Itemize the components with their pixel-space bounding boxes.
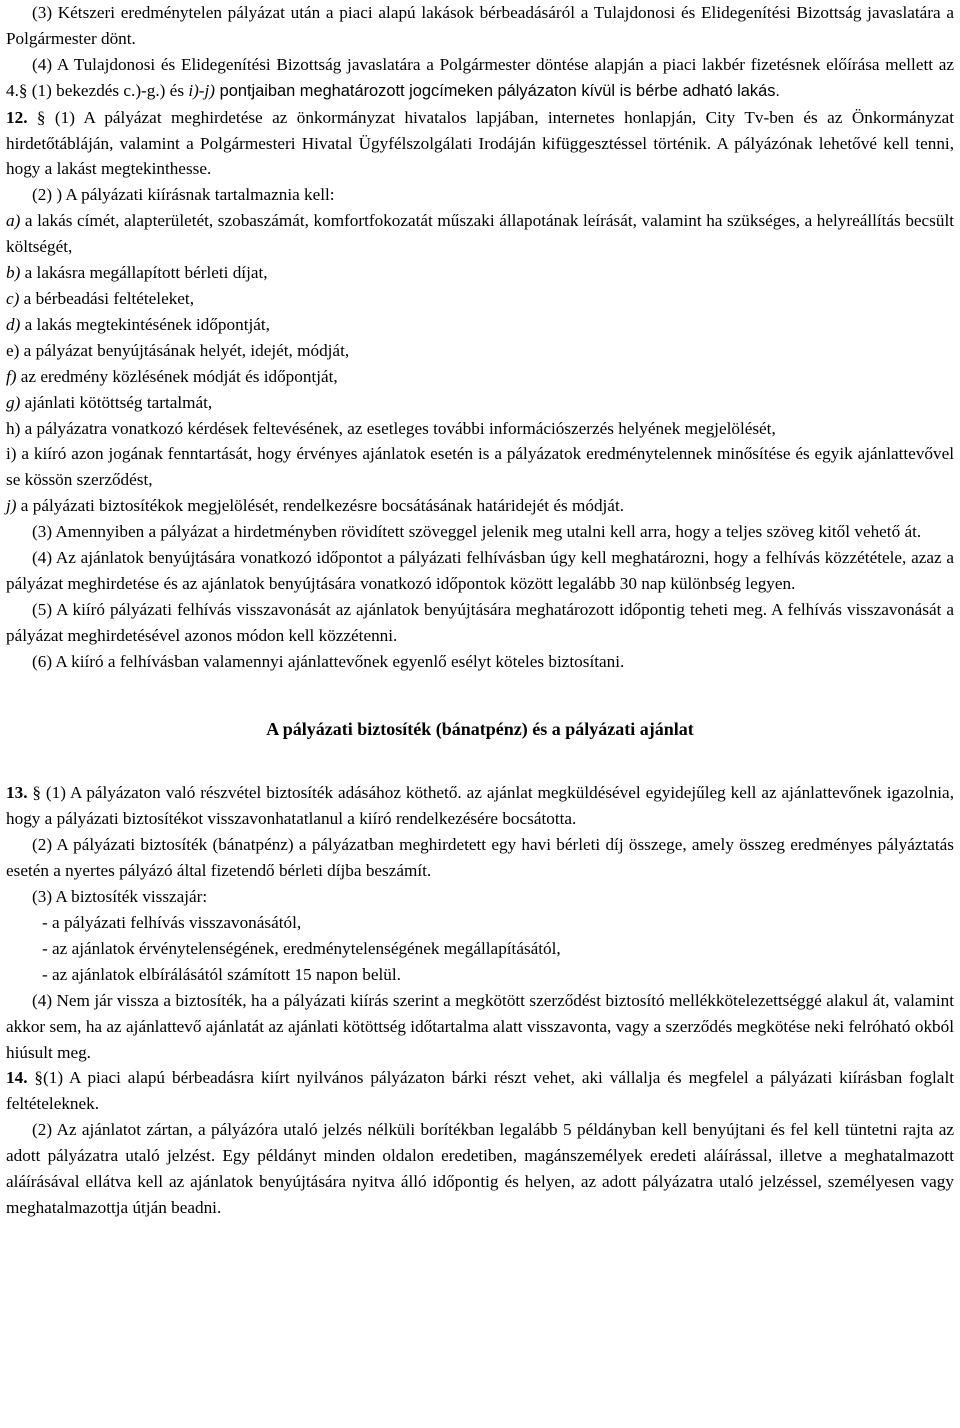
section-12-item-list [6,208,954,519]
list-item-marker: f) [6,366,17,386]
list-item [6,208,954,260]
list-item-marker: i) [6,444,17,464]
paragraph-s11-4 [6,52,954,105]
section-12-paragraph-5: (5) A kiíró pályázati felhívás visszavonását az ajánlatok benyújtására meghatározott időpontig teheti meg. A felhívás visszavonását a pályázat meghirdetésével azonos módon kell közzétenni. [6,599,954,645]
section-12-paragraph-4: (4) Az ajánlatok benyújtására vonatkozó időpontot a pályázati felhívásban úgy kell meghatározni, hogy a felhívás közzététele, azaz a pályázat meghirdetése és az ajánlatok benyújtására vonatkozó időpontok között legalább 30 nap különbség legyen. [6,548,954,593]
list-item [6,286,954,312]
list-item [6,260,954,286]
list-item-text: a pályázati biztosítékok megjelölését, rendelkezésre bocsátásának határidejét és módját. [16,496,625,516]
section-13-p1-text: § (1) A pályázaton való részvétel biztosíték adásához köthető. az ajánlat megküldésével egyidejűleg kell az ajánlattevőnek igazolnia, hogy a pályázati biztosítékot visszavonhatatlanul a kiíró rendelkezésére bocsátotta. [6,783,954,829]
list-item [6,312,954,338]
list-item [6,416,954,442]
section-12-paragraph-2: (2) ) A pályázati kiírásnak tartalmaznia kell: [32,185,335,205]
list-item-text: a bérbeadási feltételeket, [19,288,194,308]
list-item-text: a pályázatra vonatkozó kérdések feltevésének, az esetleges további információszerzés helyének megjelölését, [20,418,776,438]
section-13-paragraph-4: (4) Nem jár vissza a biztosíték, ha a pályázati kiírás szerint a megkötött szerződést biztosító mellékkötelezettséggé alakul át, valamint akkor sem, ha az ajánlattevő ajánlatát az ajánlati kötöttség időtartalma alatt visszavonta, vagy a szerződés megkötése neki felróható okból hiúsult meg. [6,990,954,1062]
section-13-paragraph-1 [6,780,954,832]
list-item-marker: a) [6,211,21,231]
list-item-marker: e) [6,340,20,360]
list-item-marker: d) [6,314,21,334]
section-12-p1-text: § (1) A pályázat meghirdetése az önkormányzat hivatalos lapjában, internetes honlapján, City Tv-ben és az Önkormányzat hirdetőtábláján, valamint a Polgármesteri Hivatal Ügyfélszolgálati Irodáján kifüggesztéssel történik. A pályázónak lehetővé kell tenni, hogy a lakást megtekinthesse. [6,107,954,179]
list-item-marker: b) [6,263,21,283]
list-item-text: a kiíró azon jogának fenntartását, hogy érvényes ajánlatok esetén is a pályázatok eredménytelennek minősítése és egyik ajánlattevővel se kössön szerződést, [6,444,954,490]
list-item-marker: h) [6,418,21,438]
section-13-paragraph-2: (2) A pályázati biztosíték (bánatpénz) a pályázatban meghirdetett egy havi bérleti díj összege, amely összeg eredményes pályáztatás esetén a nyertes pályázó által fizetendő bérleti díjba beszámít. [6,835,954,881]
section-13-paragraph-3: (3) A biztosíték visszajár: [32,887,208,907]
list-item [6,493,954,519]
spacer [6,742,954,780]
list-item-marker: c) [6,288,20,308]
list-item-text: ajánlati kötöttség tartalmát, [20,392,213,412]
list-item-text: a lakás megtekintésének időpontját, [20,314,270,334]
section-12-paragraph-3: (3) Amennyiben a pályázat a hirdetményben rövidített szöveggel jelenik meg utalni kell arra, hogy a teljes szöveg kitől vehető át. [32,522,922,542]
list-item-text: a lakásra megállapított bérleti díjat, [20,263,268,283]
dash-list-item: - az ajánlatok elbírálásától számított 15 napon belül. [42,964,401,984]
section-12-paragraph-6: (6) A kiíró a felhívásban valamennyi ajánlattevőnek egyenlő esélyt köteles biztosítani. [32,651,625,671]
section-heading: A pályázati biztosíték (bánatpénz) és a pályázati ajánlat [266,718,694,739]
list-item-marker: g) [6,392,21,412]
list-item [6,364,954,390]
spacer [6,675,954,717]
section-13-dash-list [6,910,954,988]
dash-list-item: - a pályázati felhívás visszavonásától, [42,913,302,932]
section-12-paragraph-1 [6,105,954,183]
paragraph-s11-4-text-b: pontjaiban meghatározott jogcímeken pályázaton kívül is bérbe adható lakás. [215,81,780,100]
list-item [6,390,954,416]
section-14-paragraph-1 [6,1065,954,1117]
list-item [6,338,954,364]
section-12-number: 12. [6,107,28,127]
paragraph-s11-3: (3) Kétszeri eredménytelen pályázat után a piaci alapú lakások bérbeadásáról a Tulajdonosi és Elidegenítési Bizottság javaslatára a Polgármester dönt. [6,3,954,48]
list-item [6,441,954,493]
list-item-marker: j) [6,496,17,516]
paragraph-s11-4-text-a: (4) A Tulajdonosi és Elidegenítési Bizottság javaslatára a Polgármester döntése alapján a piaci lakbér fizetésnek előírása mellett az 4.§ (1) bekezdés c.)-g.) és [6,54,954,100]
document-page [6,0,954,1221]
section-14-p1-text: §(1) A piaci alapú bérbeadásra kiírt nyilvános pályázaton bárki részt vehet, aki vállalja és megfelel a pályázati kiírásban foglalt feltételeknek. [6,1068,954,1114]
section-14-paragraph-2: (2) Az ajánlatot zártan, a pályázóra utaló jelzés nélküli borítékban legalább 5 példányban kell benyújtani és fel kell tüntetni rajta az adott pályázatra utaló jelzést. Egy példányt minden oldalon eredetiben, magánszemélyek eredeti aláírással, illetve a meghatalmazott aláírásával ellátva kell az ajánlatok benyújtására nyitva álló időpontig és helyen, az adott pályázatra utaló jelzéssel, személyesen vagy meghatalmazottja útján beadni. [6,1120,954,1217]
list-item-text: a lakás címét, alapterületét, szobaszámát, komfortfokozatát műszaki állapotának leírását, valamint ha szükséges, a helyreállítás becsült költségét, [6,211,954,257]
paragraph-s11-4-ref: i)-j) [188,80,216,100]
section-13-number: 13. [6,783,28,803]
list-item-text: az eredmény közlésének módját és időpontját, [16,366,338,386]
dash-list-item: - az ajánlatok érvénytelenségének, eredménytelenségének megállapításától, [42,938,561,958]
section-14-number: 14. [6,1068,28,1088]
list-item-text: a pályázat benyújtásának helyét, idejét, módját, [19,340,350,360]
